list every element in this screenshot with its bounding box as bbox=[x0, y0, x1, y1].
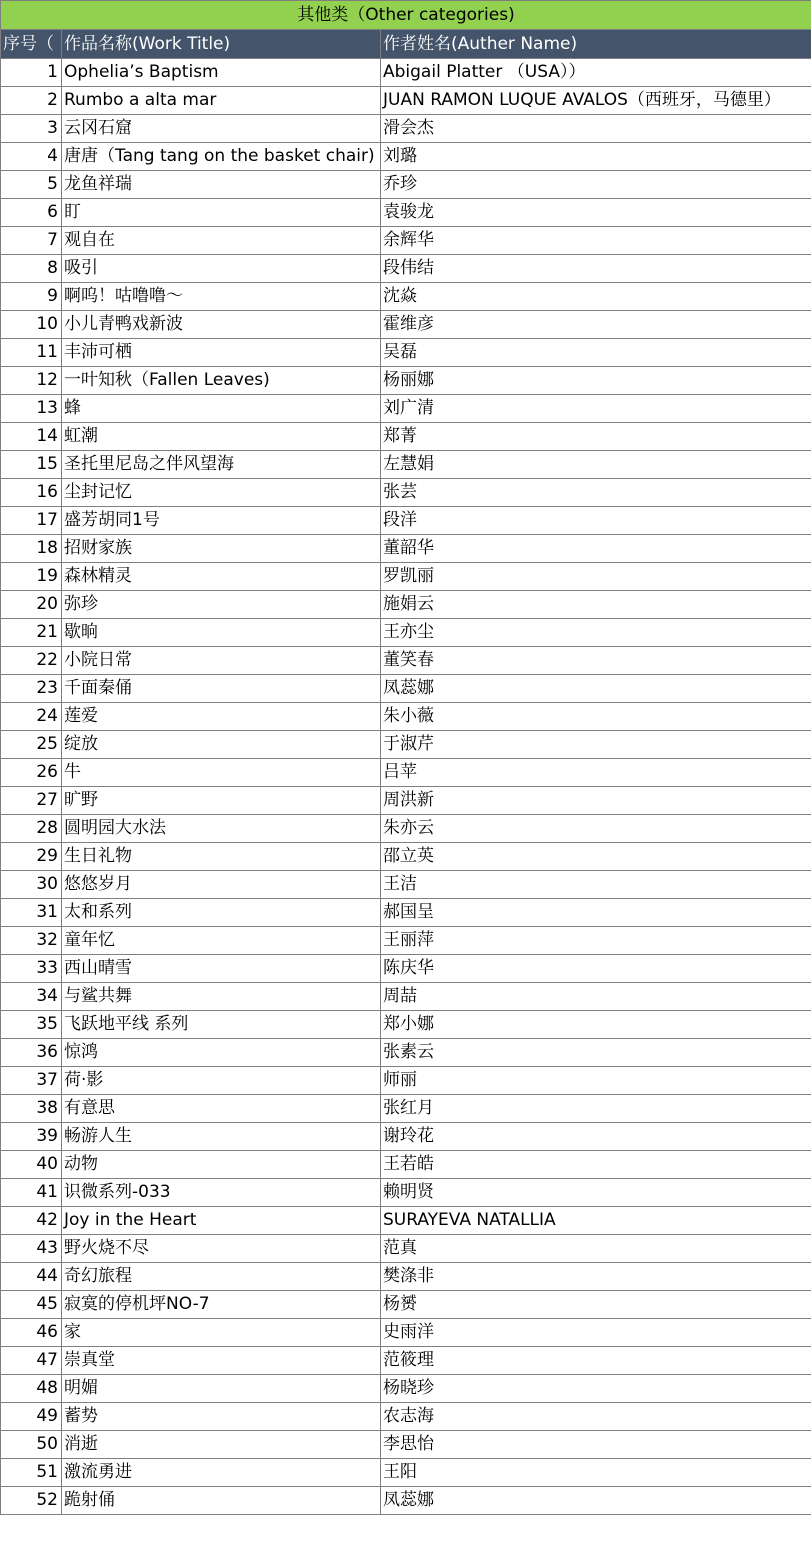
work-title: 招财家族 bbox=[62, 535, 381, 563]
table-row bbox=[1, 647, 811, 675]
table-row bbox=[1, 199, 811, 227]
row-index: 19 bbox=[1, 563, 62, 591]
table-row bbox=[1, 87, 811, 115]
table-title: 其他类（Other categories) bbox=[1, 1, 811, 30]
table-row bbox=[1, 1011, 811, 1039]
work-title: 小儿青鸭戏新波 bbox=[62, 311, 381, 339]
author-name: 朱小薇 bbox=[381, 703, 811, 731]
work-title: 飞跃地平线 系列 bbox=[62, 1011, 381, 1039]
author-name: 陈庆华 bbox=[381, 955, 811, 983]
header-row bbox=[1, 30, 811, 59]
author-name: 王丽萍 bbox=[381, 927, 811, 955]
title-row bbox=[1, 1, 811, 30]
author-name: 农志海 bbox=[381, 1403, 811, 1431]
work-title: 家 bbox=[62, 1319, 381, 1347]
work-title: 旷野 bbox=[62, 787, 381, 815]
author-name: 郑菁 bbox=[381, 423, 811, 451]
work-title: 吸引 bbox=[62, 255, 381, 283]
work-title: 盛芳胡同1号 bbox=[62, 507, 381, 535]
author-name: 杨丽娜 bbox=[381, 367, 811, 395]
row-index: 1 bbox=[1, 59, 62, 87]
row-index: 13 bbox=[1, 395, 62, 423]
table-row bbox=[1, 731, 811, 759]
work-title: 歇晌 bbox=[62, 619, 381, 647]
work-title: 盯 bbox=[62, 199, 381, 227]
author-name: 左慧娟 bbox=[381, 451, 811, 479]
author-name: 周喆 bbox=[381, 983, 811, 1011]
table-row bbox=[1, 815, 811, 843]
work-title: 与鲨共舞 bbox=[62, 983, 381, 1011]
work-title: 寂寞的停机坪NO-7 bbox=[62, 1291, 381, 1319]
work-title: 啊呜！咕噜噜～ bbox=[62, 283, 381, 311]
work-title: 圆明园大水法 bbox=[62, 815, 381, 843]
author-name: 段伟结 bbox=[381, 255, 811, 283]
row-index: 38 bbox=[1, 1095, 62, 1123]
row-index: 14 bbox=[1, 423, 62, 451]
row-index: 43 bbox=[1, 1235, 62, 1263]
work-title: 龙鱼祥瑞 bbox=[62, 171, 381, 199]
author-name: 郑小娜 bbox=[381, 1011, 811, 1039]
author-name: 余辉华 bbox=[381, 227, 811, 255]
row-index: 15 bbox=[1, 451, 62, 479]
table-row bbox=[1, 871, 811, 899]
table-row bbox=[1, 227, 811, 255]
work-title: 观自在 bbox=[62, 227, 381, 255]
work-title: 生日礼物 bbox=[62, 843, 381, 871]
row-index: 47 bbox=[1, 1347, 62, 1375]
row-index: 32 bbox=[1, 927, 62, 955]
author-name: 董韶华 bbox=[381, 535, 811, 563]
row-index: 9 bbox=[1, 283, 62, 311]
work-title: 消逝 bbox=[62, 1431, 381, 1459]
table-row bbox=[1, 367, 811, 395]
table-row bbox=[1, 983, 811, 1011]
row-index: 46 bbox=[1, 1319, 62, 1347]
author-name: 刘璐 bbox=[381, 143, 811, 171]
table-row bbox=[1, 1179, 811, 1207]
row-index: 16 bbox=[1, 479, 62, 507]
work-title: 荷·影 bbox=[62, 1067, 381, 1095]
author-name: 滑会杰 bbox=[381, 115, 811, 143]
row-index: 29 bbox=[1, 843, 62, 871]
author-name: 吴磊 bbox=[381, 339, 811, 367]
work-title: 童年忆 bbox=[62, 927, 381, 955]
row-index: 33 bbox=[1, 955, 62, 983]
work-title: 动物 bbox=[62, 1151, 381, 1179]
author-name: 朱亦云 bbox=[381, 815, 811, 843]
row-index: 49 bbox=[1, 1403, 62, 1431]
author-name: 史雨洋 bbox=[381, 1319, 811, 1347]
author-name: 段洋 bbox=[381, 507, 811, 535]
row-index: 20 bbox=[1, 591, 62, 619]
table-row bbox=[1, 451, 811, 479]
work-title: 尘封记忆 bbox=[62, 479, 381, 507]
table-row bbox=[1, 1263, 811, 1291]
author-name: 张芸 bbox=[381, 479, 811, 507]
row-index: 39 bbox=[1, 1123, 62, 1151]
work-title: Ophelia’s Baptism bbox=[62, 59, 381, 87]
table-row bbox=[1, 395, 811, 423]
table-row bbox=[1, 563, 811, 591]
table-row bbox=[1, 955, 811, 983]
row-index: 11 bbox=[1, 339, 62, 367]
row-index: 2 bbox=[1, 87, 62, 115]
table-row bbox=[1, 423, 811, 451]
work-title: 云冈石窟 bbox=[62, 115, 381, 143]
author-name: 王亦尘 bbox=[381, 619, 811, 647]
row-index: 41 bbox=[1, 1179, 62, 1207]
table-row bbox=[1, 507, 811, 535]
work-title: 蜂 bbox=[62, 395, 381, 423]
table-row bbox=[1, 1431, 811, 1459]
author-name: JUAN RAMON LUQUE AVALOS（西班牙，马德里） bbox=[381, 87, 811, 115]
author-name: 沈焱 bbox=[381, 283, 811, 311]
row-index: 27 bbox=[1, 787, 62, 815]
table-row bbox=[1, 1403, 811, 1431]
row-index: 36 bbox=[1, 1039, 62, 1067]
row-index: 28 bbox=[1, 815, 62, 843]
table-row bbox=[1, 1151, 811, 1179]
work-title: 畅游人生 bbox=[62, 1123, 381, 1151]
work-title: 野火烧不尽 bbox=[62, 1235, 381, 1263]
work-title: 明媚 bbox=[62, 1375, 381, 1403]
work-title: 弥珍 bbox=[62, 591, 381, 619]
author-name: 邵立英 bbox=[381, 843, 811, 871]
author-name: 王阳 bbox=[381, 1459, 811, 1487]
author-name: 张红月 bbox=[381, 1095, 811, 1123]
header-work-title: 作品名称(Work Title) bbox=[62, 30, 381, 59]
work-title: 跪射俑 bbox=[62, 1487, 381, 1515]
work-title: 识微系列-033 bbox=[62, 1179, 381, 1207]
table-row bbox=[1, 759, 811, 787]
author-name: 杨晓珍 bbox=[381, 1375, 811, 1403]
author-name: 郝国呈 bbox=[381, 899, 811, 927]
work-title: Rumbo a alta mar bbox=[62, 87, 381, 115]
work-title: 惊鸿 bbox=[62, 1039, 381, 1067]
author-name: 罗凯丽 bbox=[381, 563, 811, 591]
table-row bbox=[1, 1095, 811, 1123]
work-title: 牛 bbox=[62, 759, 381, 787]
work-title: Joy in the Heart bbox=[62, 1207, 381, 1235]
table-row bbox=[1, 1375, 811, 1403]
row-index: 23 bbox=[1, 675, 62, 703]
work-title: 莲爱 bbox=[62, 703, 381, 731]
table-row bbox=[1, 59, 811, 87]
work-title: 虹潮 bbox=[62, 423, 381, 451]
work-title: 一叶知秋（Fallen Leaves) bbox=[62, 367, 381, 395]
table-row bbox=[1, 619, 811, 647]
row-index: 22 bbox=[1, 647, 62, 675]
author-name: 董笑春 bbox=[381, 647, 811, 675]
row-index: 10 bbox=[1, 311, 62, 339]
author-name: 李思怡 bbox=[381, 1431, 811, 1459]
author-name: 吕苹 bbox=[381, 759, 811, 787]
table-row bbox=[1, 787, 811, 815]
work-title: 圣托里尼岛之伴风望海 bbox=[62, 451, 381, 479]
author-name: 范真 bbox=[381, 1235, 811, 1263]
table-row bbox=[1, 1319, 811, 1347]
row-index: 7 bbox=[1, 227, 62, 255]
author-name: 凤蕊娜 bbox=[381, 1487, 811, 1515]
author-name: 霍维彦 bbox=[381, 311, 811, 339]
work-title: 丰沛可栖 bbox=[62, 339, 381, 367]
table-row bbox=[1, 1123, 811, 1151]
author-name: 赖明贤 bbox=[381, 1179, 811, 1207]
work-title: 崇真堂 bbox=[62, 1347, 381, 1375]
table-row bbox=[1, 171, 811, 199]
author-name: 谢玲花 bbox=[381, 1123, 811, 1151]
author-name: 张素云 bbox=[381, 1039, 811, 1067]
table-row bbox=[1, 283, 811, 311]
work-title: 太和系列 bbox=[62, 899, 381, 927]
author-name: Abigail Platter （USA）） bbox=[381, 59, 811, 87]
header-index: 序号（ bbox=[1, 30, 62, 59]
row-index: 6 bbox=[1, 199, 62, 227]
table-row bbox=[1, 143, 811, 171]
work-title: 唐唐（Tang tang on the basket chair) bbox=[62, 143, 381, 171]
row-index: 44 bbox=[1, 1263, 62, 1291]
table-row bbox=[1, 899, 811, 927]
work-title: 有意思 bbox=[62, 1095, 381, 1123]
work-title: 西山晴雪 bbox=[62, 955, 381, 983]
row-index: 35 bbox=[1, 1011, 62, 1039]
table-row bbox=[1, 703, 811, 731]
row-index: 5 bbox=[1, 171, 62, 199]
row-index: 51 bbox=[1, 1459, 62, 1487]
table-row bbox=[1, 927, 811, 955]
row-index: 37 bbox=[1, 1067, 62, 1095]
author-name: 樊涤非 bbox=[381, 1263, 811, 1291]
author-name: 王若皓 bbox=[381, 1151, 811, 1179]
work-title: 千面秦俑 bbox=[62, 675, 381, 703]
author-name: 施娟云 bbox=[381, 591, 811, 619]
table-row bbox=[1, 115, 811, 143]
table-row bbox=[1, 1039, 811, 1067]
table-row bbox=[1, 1459, 811, 1487]
author-name: 乔珍 bbox=[381, 171, 811, 199]
row-index: 8 bbox=[1, 255, 62, 283]
table-row bbox=[1, 675, 811, 703]
header-author-name: 作者姓名(Auther Name) bbox=[381, 30, 811, 59]
row-index: 42 bbox=[1, 1207, 62, 1235]
row-index: 34 bbox=[1, 983, 62, 1011]
table-row bbox=[1, 535, 811, 563]
table-row bbox=[1, 1347, 811, 1375]
table-row bbox=[1, 1291, 811, 1319]
author-name: 杨赟 bbox=[381, 1291, 811, 1319]
row-index: 40 bbox=[1, 1151, 62, 1179]
row-index: 21 bbox=[1, 619, 62, 647]
table-row bbox=[1, 1067, 811, 1095]
row-index: 26 bbox=[1, 759, 62, 787]
table-row bbox=[1, 1235, 811, 1263]
row-index: 25 bbox=[1, 731, 62, 759]
table-row bbox=[1, 311, 811, 339]
author-name: 于淑芹 bbox=[381, 731, 811, 759]
author-name: 刘广清 bbox=[381, 395, 811, 423]
table-row bbox=[1, 843, 811, 871]
row-index: 52 bbox=[1, 1487, 62, 1515]
row-index: 17 bbox=[1, 507, 62, 535]
row-index: 48 bbox=[1, 1375, 62, 1403]
author-name: SURAYEVA NATALLIA bbox=[381, 1207, 811, 1235]
row-index: 45 bbox=[1, 1291, 62, 1319]
work-title: 绽放 bbox=[62, 731, 381, 759]
work-title: 小院日常 bbox=[62, 647, 381, 675]
table-row bbox=[1, 591, 811, 619]
table-row bbox=[1, 255, 811, 283]
author-name: 师丽 bbox=[381, 1067, 811, 1095]
row-index: 3 bbox=[1, 115, 62, 143]
author-name: 范筱理 bbox=[381, 1347, 811, 1375]
row-index: 18 bbox=[1, 535, 62, 563]
table-row bbox=[1, 339, 811, 367]
row-index: 12 bbox=[1, 367, 62, 395]
row-index: 31 bbox=[1, 899, 62, 927]
table-row bbox=[1, 1207, 811, 1235]
author-name: 王洁 bbox=[381, 871, 811, 899]
work-title: 悠悠岁月 bbox=[62, 871, 381, 899]
work-title: 激流勇进 bbox=[62, 1459, 381, 1487]
author-name: 周洪新 bbox=[381, 787, 811, 815]
row-index: 50 bbox=[1, 1431, 62, 1459]
work-title: 蓄势 bbox=[62, 1403, 381, 1431]
row-index: 4 bbox=[1, 143, 62, 171]
row-index: 30 bbox=[1, 871, 62, 899]
work-title: 森林精灵 bbox=[62, 563, 381, 591]
work-title: 奇幻旅程 bbox=[62, 1263, 381, 1291]
table-row bbox=[1, 479, 811, 507]
author-name: 凤蕊娜 bbox=[381, 675, 811, 703]
table-row bbox=[1, 1487, 811, 1515]
author-name: 袁骏龙 bbox=[381, 199, 811, 227]
row-index: 24 bbox=[1, 703, 62, 731]
